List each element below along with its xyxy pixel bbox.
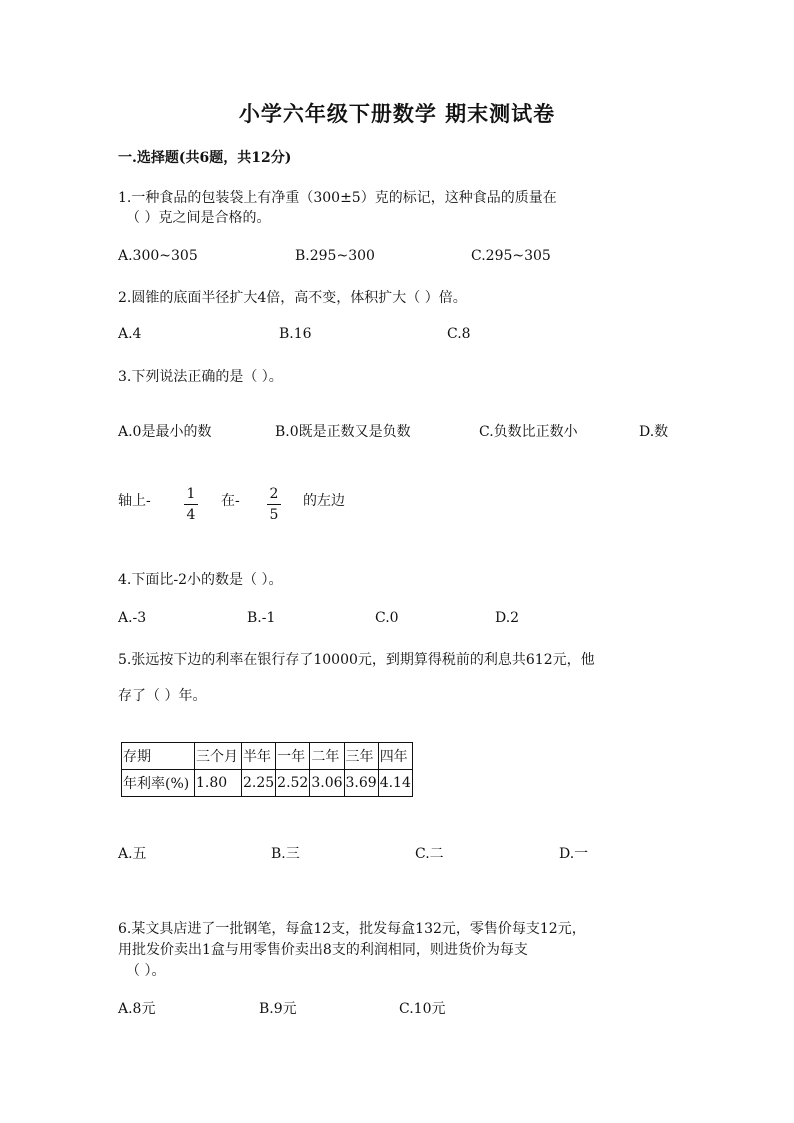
question-5-option-d: D.一 bbox=[559, 846, 589, 862]
question-6-text-line3: （ ）。 bbox=[126, 963, 166, 979]
table-header-cell: 三年 bbox=[344, 743, 378, 770]
fraction-denominator: 4 bbox=[186, 507, 196, 523]
question-3-suffix-text: 的左边 bbox=[303, 493, 345, 509]
question-1-option-b: B.295~300 bbox=[295, 248, 375, 264]
table-header-cell: 一年 bbox=[276, 743, 310, 770]
table-cell: 3.69 bbox=[344, 770, 378, 797]
question-3-option-b: B.0既是正数又是负数 bbox=[275, 424, 411, 440]
table-cell: 1.80 bbox=[195, 770, 242, 797]
question-5-option-a: A.五 bbox=[118, 846, 147, 862]
fraction-bar bbox=[184, 504, 198, 505]
page-title: 小学六年级下册数学 期末测试卷 bbox=[238, 101, 556, 126]
section-heading: 一.选择题(共6题，共12分) bbox=[118, 150, 292, 166]
table-header-cell: 四年 bbox=[378, 743, 412, 770]
fraction-denominator: 5 bbox=[269, 507, 279, 523]
fraction-bar bbox=[267, 504, 281, 505]
table-header-cell: 半年 bbox=[242, 743, 276, 770]
table-header-cell: 二年 bbox=[310, 743, 344, 770]
question-1-option-a: A.300~305 bbox=[118, 248, 198, 264]
question-5-option-c: C.二 bbox=[415, 846, 444, 862]
question-2-text: 2.圆锥的底面半径扩大4倍，高不变，体积扩大（ ）倍。 bbox=[118, 290, 467, 306]
question-6-text-line2: 用批发价卖出1盒与用零售价卖出8支的利润相同，则进货价为每支 bbox=[118, 942, 528, 958]
fraction-numerator: 2 bbox=[269, 486, 279, 502]
table-cell: 2.52 bbox=[276, 770, 310, 797]
question-3-middle-text: 在- bbox=[221, 493, 240, 509]
question-1-text-line2: （ ）克之间是合格的。 bbox=[126, 210, 271, 226]
table-cell: 年利率(%) bbox=[122, 770, 195, 797]
fraction-two-fifths bbox=[267, 485, 281, 524]
question-3-option-c: C.负数比正数小 bbox=[479, 424, 578, 440]
question-2-option-a: A.4 bbox=[118, 326, 142, 342]
question-3-option-d-continuation: 轴上- bbox=[118, 493, 151, 509]
question-6-option-c: C.10元 bbox=[399, 1001, 446, 1017]
question-5-text-line2: 存了（ ）年。 bbox=[118, 688, 207, 704]
question-2-option-b: B.16 bbox=[279, 326, 312, 342]
fraction-numerator: 1 bbox=[186, 486, 196, 502]
question-6-option-b: B.9元 bbox=[259, 1001, 297, 1017]
question-4-option-c: C.0 bbox=[375, 610, 399, 626]
question-4-option-b: B.-1 bbox=[247, 610, 276, 626]
table-row bbox=[122, 770, 413, 797]
interest-rate-table bbox=[121, 742, 413, 797]
table-row bbox=[122, 743, 413, 770]
question-4-option-d: D.2 bbox=[495, 610, 520, 626]
table-cell: 2.25 bbox=[242, 770, 276, 797]
question-3-option-a: A.0是最小的数 bbox=[118, 424, 212, 440]
table-cell: 4.14 bbox=[378, 770, 412, 797]
table-header-cell: 存期 bbox=[122, 743, 195, 770]
question-1-option-c: C.295~305 bbox=[471, 248, 551, 264]
question-5-option-b: B.三 bbox=[271, 846, 300, 862]
question-4-text: 4.下面比-2小的数是（ ）。 bbox=[118, 572, 283, 588]
question-6-text-line1: 6.某文具店进了一批钢笔，每盒12支，批发每盒132元，零售价每支12元， bbox=[118, 921, 586, 937]
fraction-one-quarter bbox=[184, 485, 198, 524]
question-3-text: 3.下列说法正确的是（ ）。 bbox=[118, 369, 283, 385]
table-cell: 3.06 bbox=[310, 770, 344, 797]
question-1-text-line1: 1.一种食品的包装袋上有净重（300±5）克的标记，这种食品的质量在 bbox=[118, 190, 557, 206]
question-2-option-c: C.8 bbox=[447, 326, 471, 342]
table-header-cell: 三个月 bbox=[195, 743, 242, 770]
question-6-option-a: A.8元 bbox=[118, 1001, 156, 1017]
question-5-text-line1: 5.张远按下边的利率在银行存了10000元，到期算得税前的利息共612元，他 bbox=[118, 652, 595, 668]
question-3-option-d: D.数 bbox=[639, 424, 669, 440]
question-4-option-a: A.-3 bbox=[118, 610, 147, 626]
